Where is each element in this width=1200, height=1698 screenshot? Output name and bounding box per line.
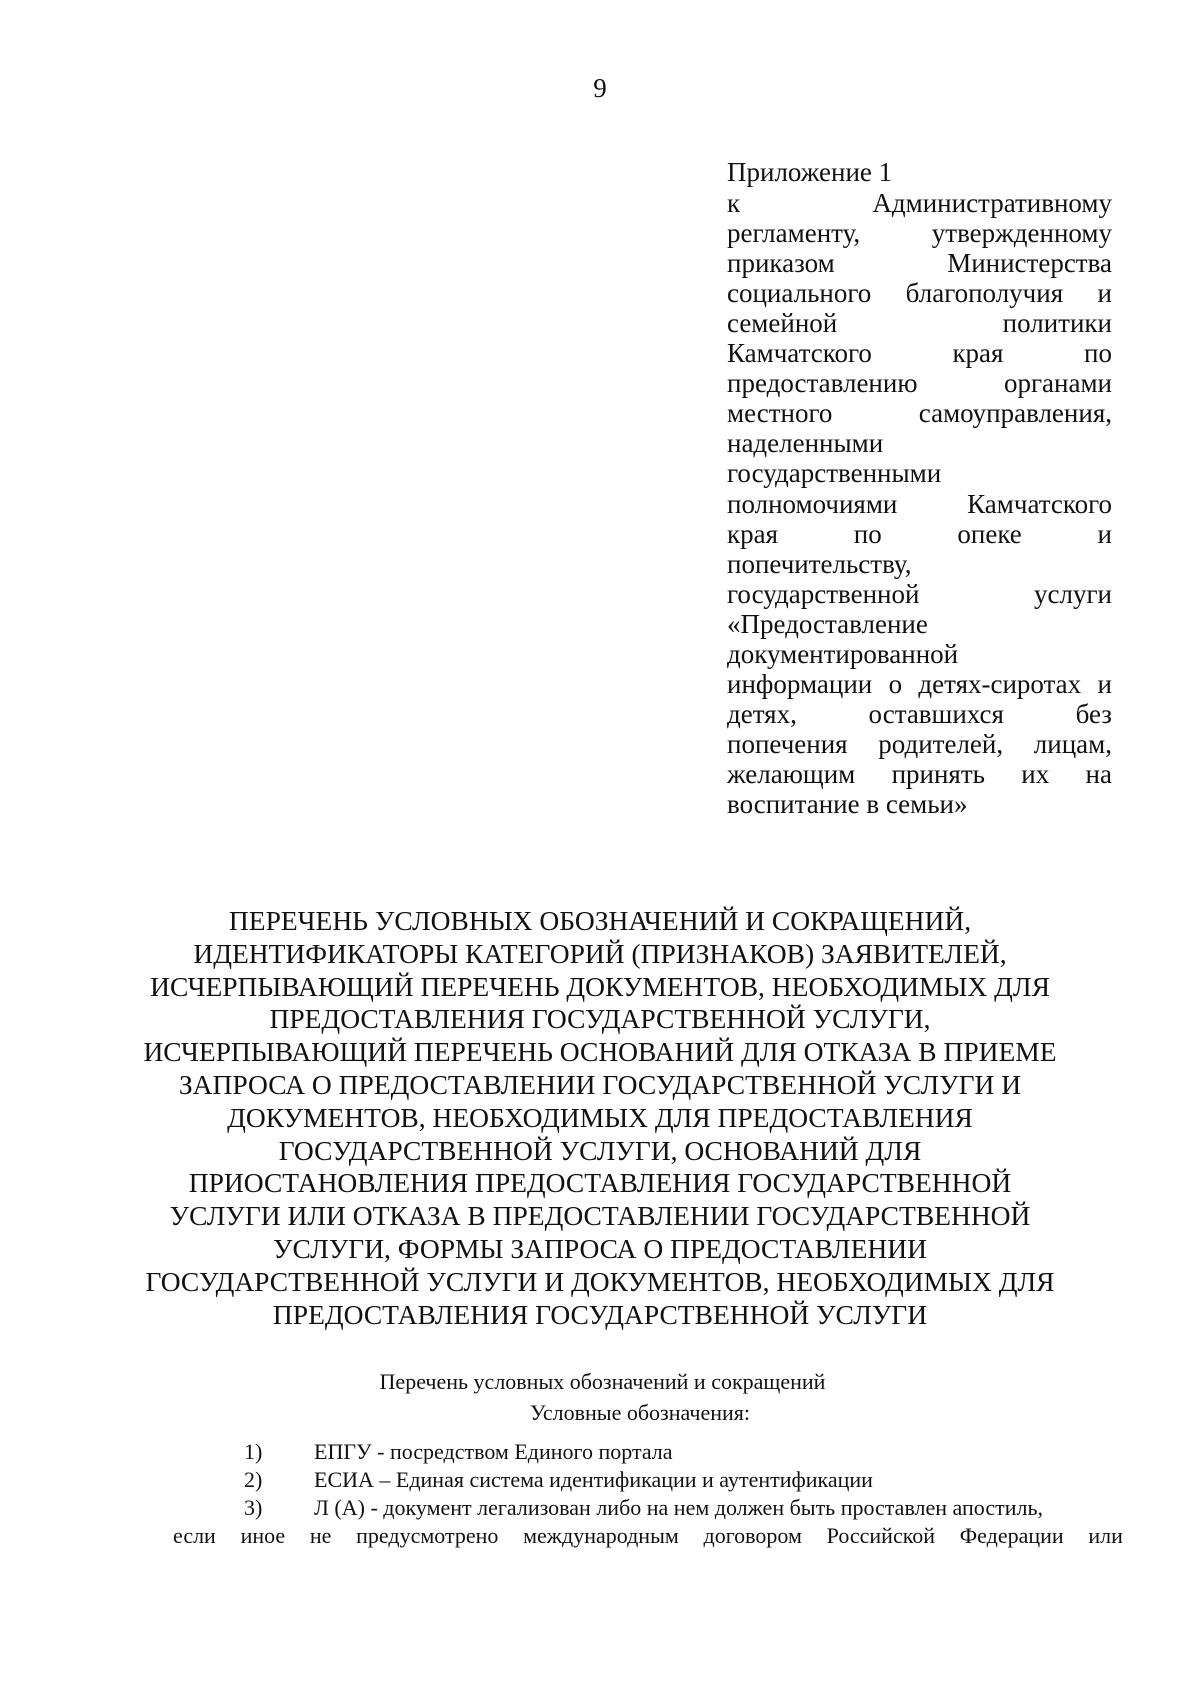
appendix-word: лицам, xyxy=(1033,728,1112,759)
appendix-line xyxy=(727,277,1112,310)
section-subheading-conventions: Условные обозначения: xyxy=(529,1400,751,1425)
continuation-word: Федерации xyxy=(959,1523,1064,1548)
appendix-word: о xyxy=(888,668,903,699)
heading-line: ПЕРЕЧЕНЬ УСЛОВНЫХ ОБОЗНАЧЕНИЙ И СОКРАЩЕНИЙ, xyxy=(228,905,972,936)
appendix-word: родителей, xyxy=(878,728,1004,759)
appendix-word: «Предоставление xyxy=(727,608,928,639)
appendix-word: по xyxy=(1084,338,1112,369)
appendix-word: к xyxy=(727,188,741,218)
list-item-text: ЕСИА – Единая система идентификации и аутентификации xyxy=(314,1467,873,1492)
continuation-word: или xyxy=(1088,1523,1123,1548)
appendix-line xyxy=(727,518,1112,551)
appendix-word: и xyxy=(1097,668,1112,699)
appendix-word: без xyxy=(1075,698,1112,729)
appendix-line xyxy=(727,668,1112,701)
appendix-word: предоставлению xyxy=(727,368,918,399)
appendix-line xyxy=(727,728,1112,761)
appendix-line xyxy=(727,337,1112,370)
appendix-line xyxy=(727,367,1112,400)
heading-line: ИДЕНТИФИКАТОРЫ КАТЕГОРИЙ (ПРИЗНАКОВ) ЗАЯВИТЕЛЕЙ, xyxy=(193,937,1007,969)
appendix-line xyxy=(727,788,1112,821)
list-item-number: 2) xyxy=(244,1467,263,1492)
appendix-word: опеке xyxy=(957,518,1022,549)
appendix-word: Камчатского xyxy=(967,488,1112,519)
appendix-line xyxy=(727,187,1112,220)
appendix-word: попечительству, xyxy=(727,548,912,579)
heading-line: ИСЧЕРПЫВАЮЩИЙ ПЕРЕЧЕНЬ ОСНОВАНИЙ ДЛЯ ОТКАЗА В ПРИЕМЕ xyxy=(143,1036,1057,1068)
appendix-line xyxy=(727,608,1112,641)
appendix-word: наделенными xyxy=(727,428,884,459)
appendix-word: края xyxy=(727,518,779,549)
list-item-text: Л (А) - документ легализован либо на нем должен быть проставлен апостиль, xyxy=(314,1495,1044,1520)
appendix-line xyxy=(727,397,1112,430)
appendix-word: самоуправления, xyxy=(918,398,1112,429)
list-item xyxy=(244,1466,873,1494)
document-heading xyxy=(100,905,1100,1331)
appendix-word: воспитание в семьи» xyxy=(727,789,968,819)
list-item-number: 3) xyxy=(244,1495,263,1520)
appendix-line xyxy=(727,578,1112,611)
continuation-word: международным xyxy=(523,1523,679,1548)
appendix-word: на xyxy=(1085,758,1112,789)
appendix-word: политики xyxy=(1002,308,1112,339)
appendix-word: местного xyxy=(727,398,833,429)
continuation-word: договором xyxy=(703,1523,802,1548)
list-item-number: 1) xyxy=(244,1439,263,1464)
heading-line: ПРИОСТАНОВЛЕНИЯ ПРЕДОСТАВЛЕНИЯ ГОСУДАРСТВЕННОЙ xyxy=(188,1167,1012,1199)
list-item-text: ЕПГУ - посредством Единого портала xyxy=(314,1439,673,1464)
appendix-word: оставшихся xyxy=(868,698,1004,729)
appendix-line xyxy=(727,638,1112,671)
appendix-word: Камчатского xyxy=(727,338,872,369)
appendix-line xyxy=(727,247,1112,280)
continuation-word: не xyxy=(309,1523,332,1548)
appendix-line xyxy=(727,307,1112,340)
appendix-word: информации xyxy=(727,668,873,699)
appendix-word: полномочиями xyxy=(727,488,898,519)
heading-line: ИСЧЕРПЫВАЮЩИЙ ПЕРЕЧЕНЬ ДОКУМЕНТОВ, НЕОБХОДИМЫХ ДЛЯ xyxy=(150,970,1050,1002)
appendix-word: попечения xyxy=(727,728,848,759)
appendix-line xyxy=(727,457,1112,490)
appendix-word: принять xyxy=(891,758,985,789)
heading-line: ПРЕДОСТАВЛЕНИЯ ГОСУДАРСТВЕННОЙ УСЛУГИ, xyxy=(269,1003,931,1035)
continuation-word: если xyxy=(173,1523,216,1548)
continuation-word: иное xyxy=(240,1523,286,1548)
appendix-word: услуги xyxy=(1034,578,1112,609)
appendix-line xyxy=(727,758,1112,791)
heading-line: ГОСУДАРСТВЕННОЙ УСЛУГИ, ОСНОВАНИЙ ДЛЯ xyxy=(278,1134,922,1166)
appendix-line xyxy=(727,217,1112,250)
appendix-word: и xyxy=(1097,278,1112,309)
heading-line: УСЛУГИ ИЛИ ОТКАЗА В ПРЕДОСТАВЛЕНИИ ГОСУДАРСТВЕННОЙ xyxy=(169,1200,1031,1232)
appendix-title: Приложение 1 xyxy=(727,157,893,187)
heading-line: ПРЕДОСТАВЛЕНИЯ ГОСУДАРСТВЕННОЙ УСЛУГИ xyxy=(272,1298,928,1330)
appendix-word: Административному xyxy=(872,188,1112,218)
appendix-word: документированной xyxy=(727,638,959,669)
appendix-word: приказом xyxy=(727,248,835,279)
heading-line: ДОКУМЕНТОВ, НЕОБХОДИМЫХ ДЛЯ ПРЕДОСТАВЛЕНИЯ xyxy=(227,1101,973,1133)
page-number: 9 xyxy=(593,73,607,103)
heading-line: ГОСУДАРСТВЕННОЙ УСЛУГИ И ДОКУМЕНТОВ, НЕОБХОДИМЫХ ДЛЯ xyxy=(145,1265,1055,1297)
appendix-line xyxy=(727,548,1112,581)
appendix-word: утвержденному xyxy=(931,218,1112,249)
appendix-word: социального xyxy=(727,278,872,309)
appendix-word: края xyxy=(952,338,1004,369)
list-item xyxy=(244,1494,1043,1522)
appendix-line xyxy=(727,698,1112,731)
appendix-word: по xyxy=(853,518,882,549)
continuation-word: предусмотрено xyxy=(356,1523,499,1548)
appendix-word: Министерства xyxy=(947,248,1112,279)
appendix-word: и xyxy=(1097,518,1112,549)
continuation-word: Российской xyxy=(826,1523,936,1548)
appendix-word: регламенту, xyxy=(727,218,861,249)
heading-line: УСЛУГИ, ФОРМЫ ЗАПРОСА О ПРЕДОСТАВЛЕНИИ xyxy=(273,1232,927,1264)
appendix-word: органами xyxy=(1003,368,1112,399)
appendix-word: государственными xyxy=(727,458,942,489)
appendix-word: желающим xyxy=(727,758,856,789)
heading-line: ЗАПРОСА О ПРЕДОСТАВЛЕНИИ ГОСУДАРСТВЕННОЙ УСЛУГИ И xyxy=(178,1068,1022,1100)
appendix-word: детях-сиротах xyxy=(918,668,1082,699)
appendix-line xyxy=(727,427,1112,460)
list-item-continuation xyxy=(173,1522,1123,1550)
appendix-word: детях, xyxy=(727,698,797,729)
section-subheading: Перечень условных обозначений и сокращений xyxy=(379,1369,826,1394)
list-item xyxy=(244,1438,673,1466)
appendix-word: благополучия xyxy=(905,278,1064,309)
appendix-word: государственной xyxy=(727,578,920,609)
appendix-word: семейной xyxy=(727,308,838,339)
appendix-line xyxy=(727,488,1112,521)
appendix-word: их xyxy=(1021,758,1050,789)
